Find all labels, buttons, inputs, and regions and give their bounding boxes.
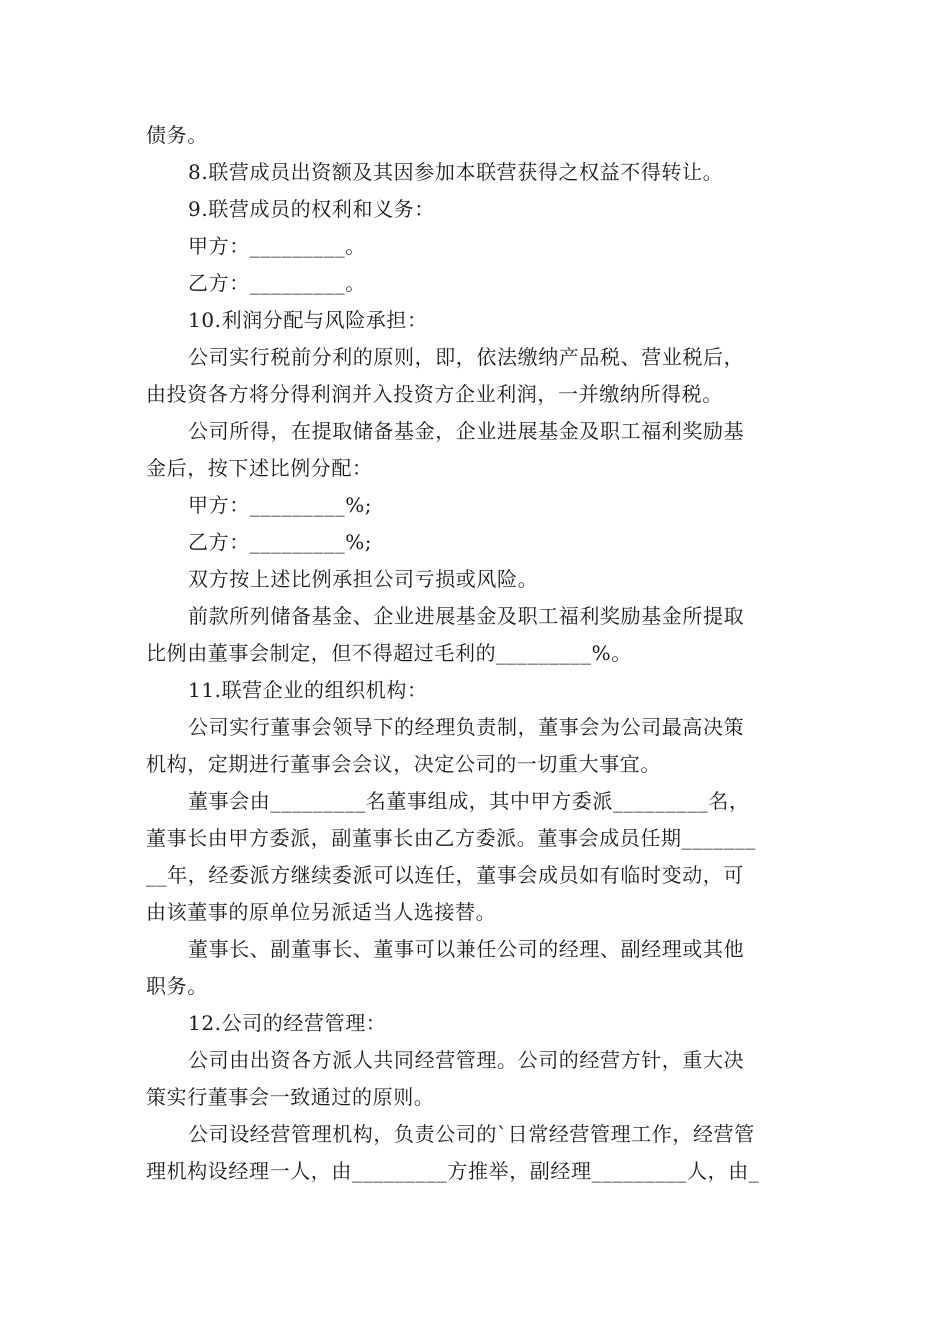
text-line: 甲方：_________。 [188,234,366,258]
text-line: 由该董事的原单位另派适当人选接替。 [146,900,497,924]
text-line: 8.联营成员出资额及其因参加本联营获得之权益不得转让。 [188,160,724,184]
text-line: 公司设经营管理机构，负责公司的`日常经营管理工作，经营管 [188,1122,755,1146]
text-line: 策实行董事会一致通过的原则。 [146,1085,435,1109]
text-line: 债务。 [146,123,208,147]
section-heading: 11.联营企业的组织机构： [188,678,428,702]
text-line: 公司实行税前分利的原则，即，依法缴纳产品税、营业税后， [188,345,745,369]
section-heading: 12.公司的经营管理： [188,1011,387,1035]
text-line: 理机构设经理一人，由_________方推举，副经理_________人，由_ [146,1159,760,1183]
text-line: 前款所列储备基金、企业进展基金及职工福利奖励基金所提取 [188,604,745,628]
text-line: 9.联营成员的权利和义务： [188,197,435,221]
text-line: 乙方：_________。 [188,271,366,295]
text-line: 金后，按下述比例分配： [146,456,373,480]
text-line: 董事长、副董事长、董事可以兼任公司的经理、副经理或其他 [188,937,745,961]
document-page [146,117,808,1190]
text-line: 乙方：_________%; [188,530,373,554]
text-line: 双方按上述比例承担公司亏损或风险。 [188,567,539,591]
text-line: 由投资各方将分得利润并入投资方企业利润，一并缴纳所得税。 [146,382,723,406]
text-line: 甲方：_________%; [188,493,373,517]
text-line: 公司所得，在提取储备基金，企业进展基金及职工福利奖励基 [188,419,745,443]
text-line: 董事会由_________名董事组成，其中甲方委派_________名， [188,789,750,813]
section-heading: 10.利润分配与风险承担： [188,308,428,332]
text-line: __年，经委派方继续委派可以连任，董事会成员如有临时变动，可 [146,863,744,887]
text-line: 公司实行董事会领导下的经理负责制，董事会为公司最高决策 [188,715,745,739]
text-line: 董事长由甲方委派，副董事长由乙方委派。董事会成员任期_______ [146,826,756,850]
text-line: 公司由出资各方派人共同经营管理。公司的经营方针，重大决 [188,1048,745,1072]
text-line: 比例由董事会制定，但不得超过毛利的_________%。 [146,641,632,665]
text-line: 职务。 [146,974,208,998]
text-line: 机构，定期进行董事会会议，决定公司的一切重大事宜。 [146,752,661,776]
